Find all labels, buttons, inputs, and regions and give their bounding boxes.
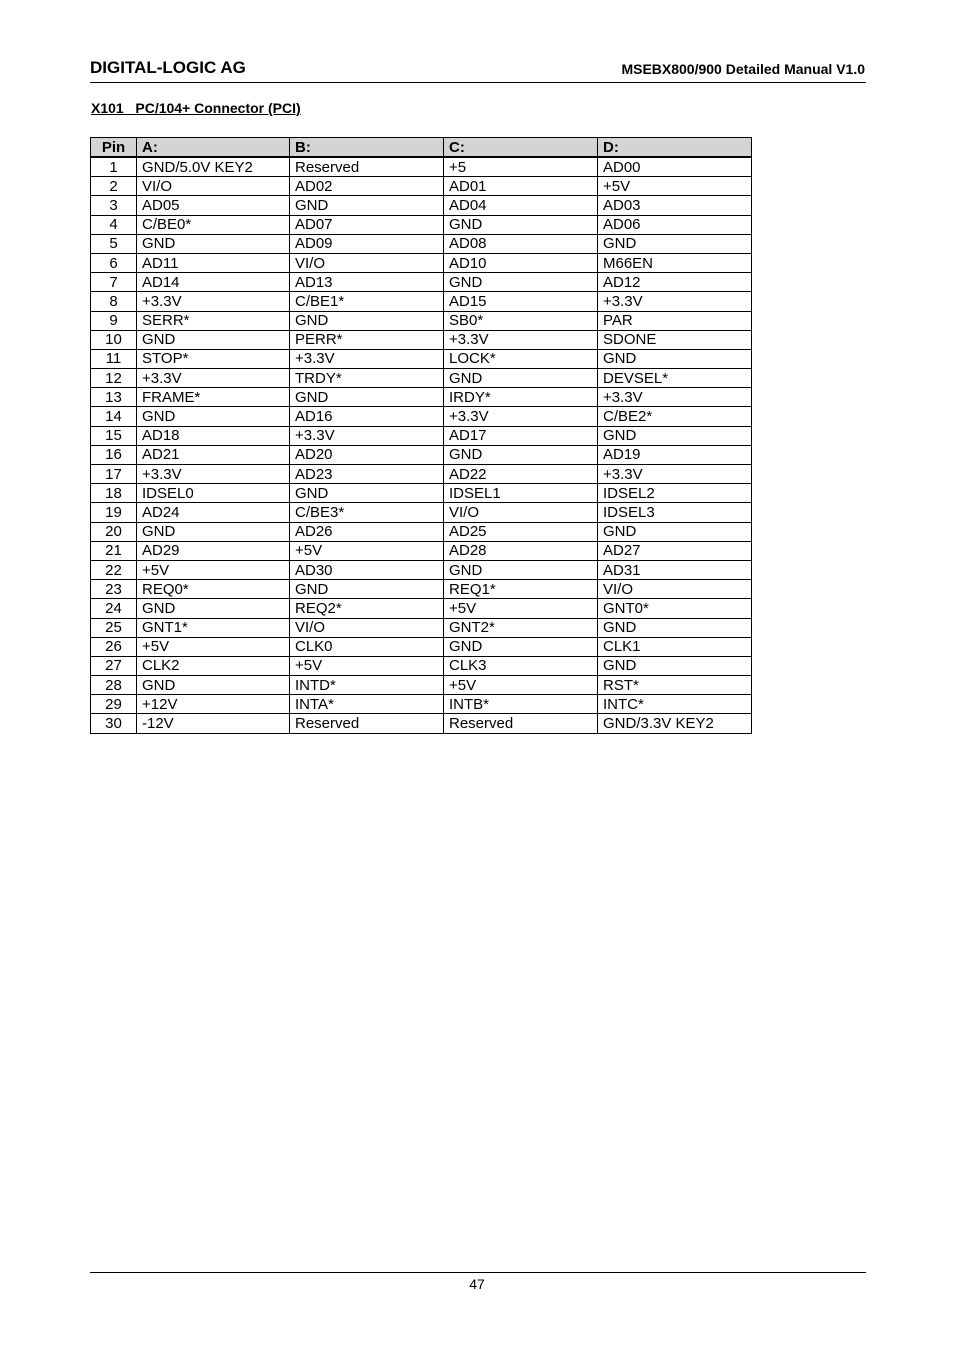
a-cell: AD24 <box>137 503 290 522</box>
c-cell: AD04 <box>444 196 598 215</box>
table-row <box>91 388 752 407</box>
table-row <box>91 157 752 177</box>
b-cell: AD30 <box>290 560 444 579</box>
b-cell: +3.3V <box>290 349 444 368</box>
b-cell: Reserved <box>290 157 444 177</box>
d-cell: +3.3V <box>598 465 752 484</box>
pin-cell: 5 <box>91 234 137 253</box>
d-cell: +3.3V <box>598 388 752 407</box>
d-cell: +5V <box>598 177 752 196</box>
a-cell: GND <box>137 407 290 426</box>
a-cell: +3.3V <box>137 369 290 388</box>
a-cell: +5V <box>137 637 290 656</box>
pin-cell: 10 <box>91 330 137 349</box>
a-cell: +3.3V <box>137 465 290 484</box>
table-row <box>91 656 752 675</box>
a-cell: +3.3V <box>137 292 290 311</box>
d-cell: AD12 <box>598 273 752 292</box>
table-row <box>91 714 752 733</box>
page-header <box>90 56 866 83</box>
c-cell: IRDY* <box>444 388 598 407</box>
d-cell: GND <box>598 656 752 675</box>
pin-cell: 3 <box>91 196 137 215</box>
table-row <box>91 599 752 618</box>
b-cell: +3.3V <box>290 426 444 445</box>
a-cell: GND <box>137 330 290 349</box>
c-cell: SB0* <box>444 311 598 330</box>
pin-cell: 27 <box>91 656 137 675</box>
table-row <box>91 369 752 388</box>
a-cell: GND <box>137 522 290 541</box>
d-cell: GND <box>598 426 752 445</box>
column-header-c: C: <box>444 138 598 158</box>
b-cell: REQ2* <box>290 599 444 618</box>
pin-cell: 6 <box>91 253 137 272</box>
footer-divider <box>90 1272 866 1273</box>
pin-cell: 26 <box>91 637 137 656</box>
a-cell: GND <box>137 234 290 253</box>
b-cell: AD13 <box>290 273 444 292</box>
company-name: DIGITAL-LOGIC AG <box>90 58 246 77</box>
d-cell: IDSEL2 <box>598 484 752 503</box>
a-cell: C/BE0* <box>137 215 290 234</box>
table-row <box>91 618 752 637</box>
b-cell: AD09 <box>290 234 444 253</box>
connector-pinout-table <box>90 137 752 734</box>
d-cell: AD00 <box>598 157 752 177</box>
pin-cell: 8 <box>91 292 137 311</box>
d-cell: IDSEL3 <box>598 503 752 522</box>
c-cell: GNT2* <box>444 618 598 637</box>
table-row <box>91 292 752 311</box>
pin-cell: 12 <box>91 369 137 388</box>
b-cell: VI/O <box>290 253 444 272</box>
c-cell: INTB* <box>444 695 598 714</box>
d-cell: GND <box>598 349 752 368</box>
b-cell: TRDY* <box>290 369 444 388</box>
table-row <box>91 541 752 560</box>
d-cell: M66EN <box>598 253 752 272</box>
c-cell: +3.3V <box>444 407 598 426</box>
pin-cell: 1 <box>91 157 137 177</box>
a-cell: +5V <box>137 560 290 579</box>
pin-cell: 20 <box>91 522 137 541</box>
manual-title: MSEBX800/900 Detailed Manual V1.0 <box>621 61 865 77</box>
table-row <box>91 445 752 464</box>
pin-cell: 9 <box>91 311 137 330</box>
a-cell: AD18 <box>137 426 290 445</box>
c-cell: REQ1* <box>444 580 598 599</box>
pin-cell: 29 <box>91 695 137 714</box>
b-cell: CLK0 <box>290 637 444 656</box>
table-row <box>91 426 752 445</box>
b-cell: PERR* <box>290 330 444 349</box>
a-cell: GND <box>137 599 290 618</box>
c-cell: AD08 <box>444 234 598 253</box>
a-cell: SERR* <box>137 311 290 330</box>
c-cell: GND <box>444 273 598 292</box>
c-cell: CLK3 <box>444 656 598 675</box>
b-cell: Reserved <box>290 714 444 733</box>
c-cell: GND <box>444 369 598 388</box>
c-cell: AD10 <box>444 253 598 272</box>
column-header-d: D: <box>598 138 752 158</box>
a-cell: AD29 <box>137 541 290 560</box>
a-cell: IDSEL0 <box>137 484 290 503</box>
column-header-b: B: <box>290 138 444 158</box>
table-row <box>91 560 752 579</box>
b-cell: C/BE1* <box>290 292 444 311</box>
c-cell: GND <box>444 215 598 234</box>
b-cell: C/BE3* <box>290 503 444 522</box>
a-cell: AD21 <box>137 445 290 464</box>
b-cell: INTD* <box>290 676 444 695</box>
a-cell: VI/O <box>137 177 290 196</box>
b-cell: GND <box>290 196 444 215</box>
c-cell: VI/O <box>444 503 598 522</box>
pin-cell: 30 <box>91 714 137 733</box>
a-cell: STOP* <box>137 349 290 368</box>
c-cell: AD22 <box>444 465 598 484</box>
c-cell: GND <box>444 637 598 656</box>
b-cell: AD07 <box>290 215 444 234</box>
pin-cell: 18 <box>91 484 137 503</box>
d-cell: SDONE <box>598 330 752 349</box>
column-header-a: A: <box>137 138 290 158</box>
a-cell: GNT1* <box>137 618 290 637</box>
c-cell: +5V <box>444 599 598 618</box>
table-row <box>91 215 752 234</box>
pin-cell: 22 <box>91 560 137 579</box>
d-cell: GNT0* <box>598 599 752 618</box>
pin-cell: 2 <box>91 177 137 196</box>
pin-cell: 15 <box>91 426 137 445</box>
a-cell: AD14 <box>137 273 290 292</box>
b-cell: VI/O <box>290 618 444 637</box>
b-cell: INTA* <box>290 695 444 714</box>
table-header-row <box>91 138 752 158</box>
a-cell: GND <box>137 676 290 695</box>
table-row <box>91 253 752 272</box>
d-cell: GND <box>598 234 752 253</box>
table-row <box>91 465 752 484</box>
pin-cell: 11 <box>91 349 137 368</box>
pin-cell: 25 <box>91 618 137 637</box>
b-cell: GND <box>290 388 444 407</box>
d-cell: GND <box>598 522 752 541</box>
table-body <box>91 157 752 733</box>
d-cell: AD03 <box>598 196 752 215</box>
c-cell: GND <box>444 445 598 464</box>
b-cell: +5V <box>290 656 444 675</box>
b-cell: GND <box>290 311 444 330</box>
c-cell: AD25 <box>444 522 598 541</box>
table-row <box>91 311 752 330</box>
a-cell: AD05 <box>137 196 290 215</box>
c-cell: +3.3V <box>444 330 598 349</box>
b-cell: AD26 <box>290 522 444 541</box>
d-cell: AD19 <box>598 445 752 464</box>
page-number: 47 <box>469 1276 485 1292</box>
d-cell: AD31 <box>598 560 752 579</box>
d-cell: GND/3.3V KEY2 <box>598 714 752 733</box>
pin-cell: 21 <box>91 541 137 560</box>
pin-cell: 24 <box>91 599 137 618</box>
a-cell: GND/5.0V KEY2 <box>137 157 290 177</box>
pin-cell: 23 <box>91 580 137 599</box>
c-cell: AD17 <box>444 426 598 445</box>
pin-cell: 17 <box>91 465 137 484</box>
table-row <box>91 349 752 368</box>
b-cell: AD20 <box>290 445 444 464</box>
d-cell: +3.3V <box>598 292 752 311</box>
table-row <box>91 196 752 215</box>
c-cell: LOCK* <box>444 349 598 368</box>
c-cell: AD15 <box>444 292 598 311</box>
b-cell: +5V <box>290 541 444 560</box>
table-row <box>91 273 752 292</box>
table-row <box>91 695 752 714</box>
table-row <box>91 522 752 541</box>
d-cell: GND <box>598 618 752 637</box>
c-cell: AD01 <box>444 177 598 196</box>
table-row <box>91 637 752 656</box>
a-cell: REQ0* <box>137 580 290 599</box>
table-row <box>91 234 752 253</box>
c-cell: +5V <box>444 676 598 695</box>
c-cell: +5 <box>444 157 598 177</box>
a-cell: FRAME* <box>137 388 290 407</box>
b-cell: AD23 <box>290 465 444 484</box>
c-cell: AD28 <box>444 541 598 560</box>
b-cell: GND <box>290 484 444 503</box>
column-header-pin: Pin <box>91 138 137 158</box>
table-row <box>91 484 752 503</box>
d-cell: VI/O <box>598 580 752 599</box>
a-cell: +12V <box>137 695 290 714</box>
d-cell: AD27 <box>598 541 752 560</box>
pin-cell: 4 <box>91 215 137 234</box>
section-title: X101 PC/104+ Connector (PCI) <box>91 100 301 116</box>
d-cell: INTC* <box>598 695 752 714</box>
pin-cell: 16 <box>91 445 137 464</box>
c-cell: GND <box>444 560 598 579</box>
pin-cell: 28 <box>91 676 137 695</box>
pin-cell: 14 <box>91 407 137 426</box>
table-row <box>91 503 752 522</box>
table-row <box>91 676 752 695</box>
pin-cell: 7 <box>91 273 137 292</box>
table-row <box>91 580 752 599</box>
table-row <box>91 330 752 349</box>
d-cell: CLK1 <box>598 637 752 656</box>
b-cell: GND <box>290 580 444 599</box>
d-cell: RST* <box>598 676 752 695</box>
b-cell: AD16 <box>290 407 444 426</box>
d-cell: DEVSEL* <box>598 369 752 388</box>
c-cell: IDSEL1 <box>444 484 598 503</box>
d-cell: PAR <box>598 311 752 330</box>
table-row <box>91 177 752 196</box>
c-cell: Reserved <box>444 714 598 733</box>
a-cell: -12V <box>137 714 290 733</box>
pin-cell: 13 <box>91 388 137 407</box>
table-row <box>91 407 752 426</box>
d-cell: AD06 <box>598 215 752 234</box>
d-cell: C/BE2* <box>598 407 752 426</box>
a-cell: CLK2 <box>137 656 290 675</box>
pin-cell: 19 <box>91 503 137 522</box>
a-cell: AD11 <box>137 253 290 272</box>
b-cell: AD02 <box>290 177 444 196</box>
